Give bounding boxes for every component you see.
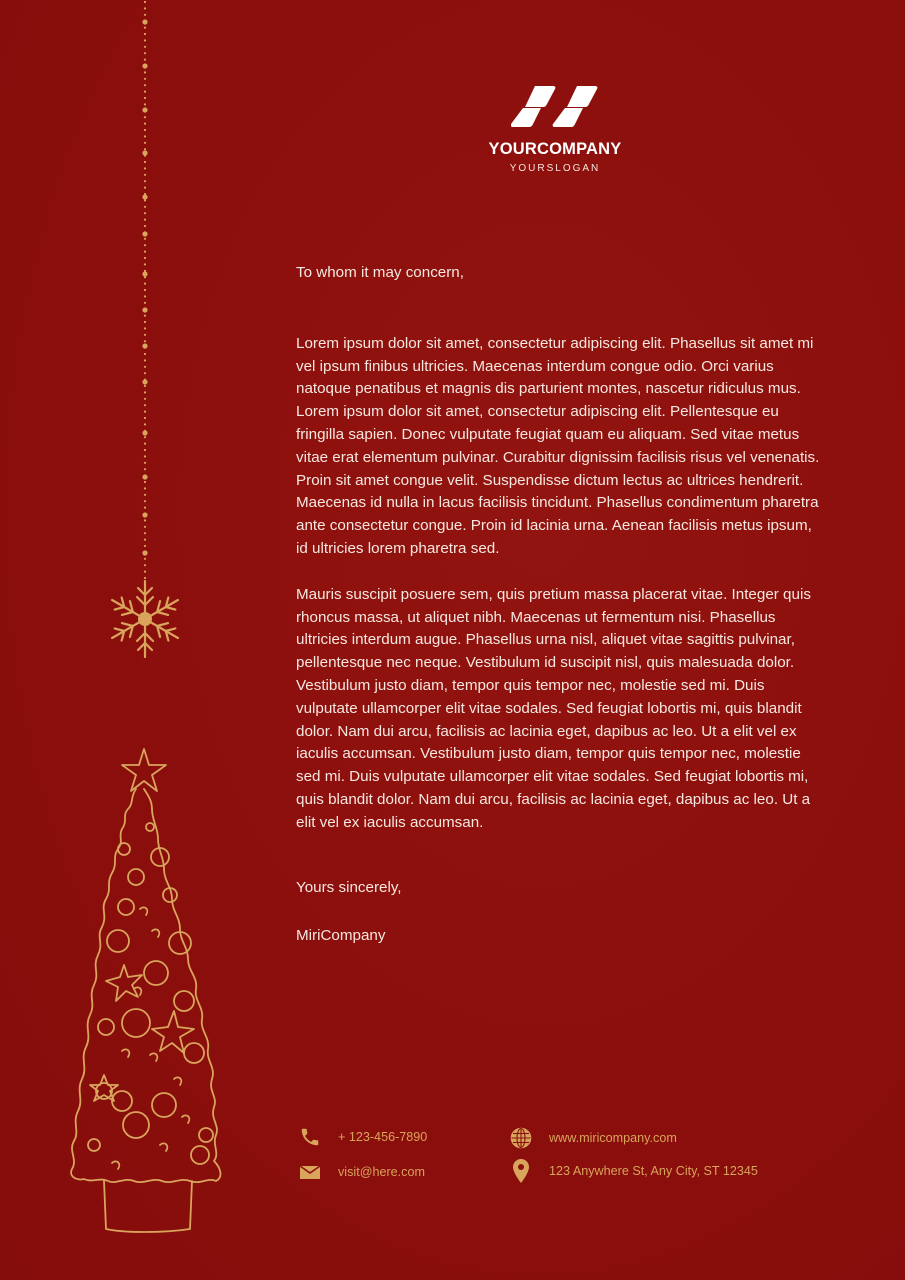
contact-email <box>298 1160 425 1184</box>
location-pin-icon <box>509 1159 533 1183</box>
logo-mark-icon <box>511 84 599 130</box>
mail-icon <box>298 1160 322 1184</box>
contact-address <box>509 1159 758 1183</box>
company-name: YOURCOMPANY <box>488 140 622 158</box>
contact-website <box>509 1126 677 1150</box>
globe-icon <box>509 1126 533 1150</box>
company-slogan: YOURSLOGAN <box>509 163 601 174</box>
website-link[interactable]: www.miricompany.com <box>549 1131 677 1145</box>
phone-icon <box>298 1125 322 1149</box>
salutation: To whom it may concern, <box>296 264 464 281</box>
address-text: 123 Anywhere St, Any City, ST 12345 <box>549 1164 758 1178</box>
phone-number[interactable]: + 123-456-7890 <box>338 1130 428 1144</box>
letter-paragraph: Mauris suscipit posuere sem, quis pretium massa placerat vitae. Integer quis rhoncus massa, ut aliquet nibh. Maecenas ut fermentum nisi. Phasellus ultricies interdum augue. Phasellus urna nisl, aliquet vitae sagittis pulvinar, pellentesque nec neque. Vestibulum id suscipit nisl, quis malesuada dolor. Vestibulum justo diam, tempor quis tempor nec, molestie sed mi. Duis vulputate ullamcorper elit vitae sodales. Sed feugiat lobortis mi, quis blandit dolor. Nam dui arcu, facilisis ac lacinia eget, dapibus ac leo. Ut a elit vel ex iaculis accumsan. Vestibulum justo diam, tempor quis tempor nec, molestie sed mi. Duis vulputate ullamcorper elit vitae sodales. Sed feugiat lobortis mi, quis blandit dolor. Nam dui arcu, facilisis ac lacinia eget, dapibus ac leo. Ut a elit vel ex iaculis accumsan. <box>296 585 811 831</box>
letter-paragraph: Lorem ipsum dolor sit amet, consectetur adipiscing elit. Phasellus sit amet mi vel ipsum finibus ultricies. Maecenas interdum congue odio. Orci varius natoque penatibus et magnis dis parturient montes, nascetur ridiculus mus. Lorem ipsum dolor sit amet, consectetur adipiscing elit. Pellentesque eu fringilla sapien. Donec vulputate feugiat quam eu aliquam. Sed vitae metus vitae erat elementum pulvinar. Curabitur dignissim facilisis risus vel venenatis. Proin sit amet congue velit. Suspendisse dictum lectus ac ultrices hendrerit. Maecenas id nulla in lacus facilisis tincidunt. Phasellus condimentum pharetra ante consectetur congue. Proin id lacinia urna. Aenean facilisis metus ipsum, id ultricies lorem pharetra sed. <box>296 334 820 557</box>
closing: Yours sincerely, <box>296 878 402 896</box>
signature: MiriCompany <box>296 927 386 945</box>
letter-body <box>296 262 822 948</box>
company-logo <box>470 84 640 174</box>
snowflake-icon <box>106 578 184 660</box>
christmas-tree-illustration <box>64 745 226 1237</box>
email-address[interactable]: visit@here.com <box>338 1165 425 1179</box>
contact-phone <box>298 1125 427 1149</box>
dotted-chain-decoration <box>142 0 148 590</box>
